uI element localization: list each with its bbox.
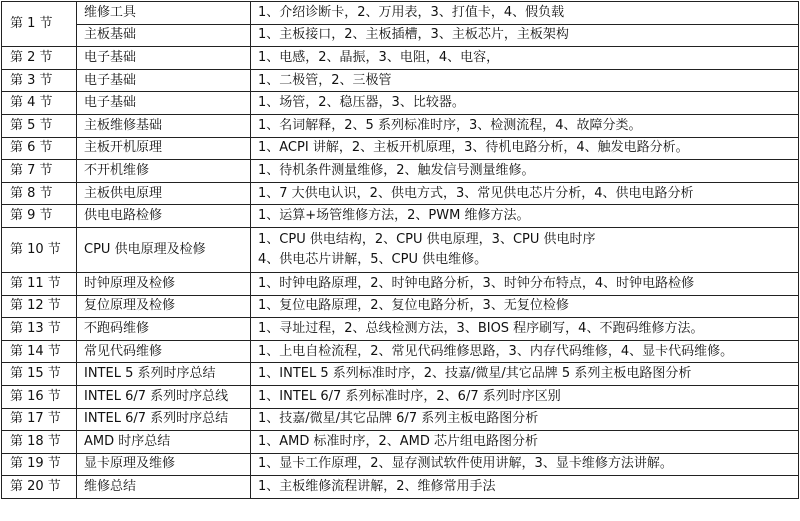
- section-cell: 第 4 节: [2, 92, 77, 115]
- topic-cell: 电子基础: [77, 47, 251, 70]
- content-cell: 1、AMD 标准时序，2、AMD 芯片组电路图分析: [251, 431, 799, 454]
- section-cell: 第 3 节: [2, 69, 77, 92]
- topic-cell: 显卡原理及维修: [77, 453, 251, 476]
- content-cell: 1、主板接口，2、主板插槽，3、主板芯片，主板架构: [251, 24, 799, 47]
- table-row: [2, 453, 799, 476]
- section-cell: 第 5 节: [2, 114, 77, 137]
- section-cell: 第 16 节: [2, 385, 77, 408]
- content-cell: 1、ACPI 讲解，2、主板开机原理，3、待机电路分析，4、触发电路分析。: [251, 137, 799, 160]
- topic-cell: 时钟原理及检修: [77, 272, 251, 295]
- table-row: [2, 385, 799, 408]
- table-row: [2, 340, 799, 363]
- content-cell: 1、寻址过程，2、总线检测方法，3、BIOS 程序刷写，4、不跑码维修方法。: [251, 318, 799, 341]
- section-cell: 第 7 节: [2, 160, 77, 183]
- section-cell: 第 20 节: [2, 476, 77, 499]
- content-cell: 1、INTEL 6/7 系列标准时序，2、6/7 系列时序区别: [251, 385, 799, 408]
- section-cell: 第 15 节: [2, 363, 77, 386]
- topic-cell: 不开机维修: [77, 160, 251, 183]
- table-row: [2, 24, 799, 47]
- topic-cell: 不跑码维修: [77, 318, 251, 341]
- section-cell: 第 13 节: [2, 318, 77, 341]
- content-cell: 1、介绍诊断卡，2、万用表，3、打值卡，4、假负载: [251, 2, 799, 25]
- topic-cell: INTEL 6/7 系列时序总结: [77, 408, 251, 431]
- section-cell: 第 12 节: [2, 295, 77, 318]
- topic-cell: 电子基础: [77, 92, 251, 115]
- section-cell: 第 19 节: [2, 453, 77, 476]
- topic-cell: 主板基础: [77, 24, 251, 47]
- section-cell: 第 6 节: [2, 137, 77, 160]
- content-cell: 1、7 大供电认识，2、供电方式，3、常见供电芯片分析，4、供电电路分析: [251, 182, 799, 205]
- table-row: [2, 2, 799, 25]
- table-row: [2, 92, 799, 115]
- content-cell: 1、主板维修流程讲解，2、维修常用手法: [251, 476, 799, 499]
- content-cell: [251, 227, 799, 272]
- content-cell: 1、名词解释，2、5 系列标准时序，3、检测流程，4、故障分类。: [251, 114, 799, 137]
- section-cell: 第 9 节: [2, 205, 77, 228]
- topic-cell: 主板开机原理: [77, 137, 251, 160]
- topic-cell: AMD 时序总结: [77, 431, 251, 454]
- content-cell: 1、技嘉/微星/其它品牌 6/7 系列主板电路图分析: [251, 408, 799, 431]
- content-line: 4、供电芯片讲解，5、CPU 供电维修。: [258, 251, 488, 267]
- table-row: [2, 272, 799, 295]
- table-row: [2, 137, 799, 160]
- section-cell: 第 8 节: [2, 182, 77, 205]
- table-row: [2, 318, 799, 341]
- section-cell: 第 10 节: [2, 227, 77, 272]
- topic-cell: 主板供电原理: [77, 182, 251, 205]
- content-cell: 1、上电自检流程，2、常见代码维修思路，3、内存代码维修，4、显卡代码维修。: [251, 340, 799, 363]
- section-cell: 第 17 节: [2, 408, 77, 431]
- topic-cell: 常见代码维修: [77, 340, 251, 363]
- table-row: [2, 431, 799, 454]
- table-row: [2, 114, 799, 137]
- table-row: [2, 69, 799, 92]
- topic-cell: 供电电路检修: [77, 205, 251, 228]
- table-row: [2, 408, 799, 431]
- section-cell: 第 2 节: [2, 47, 77, 70]
- topic-cell: 主板维修基础: [77, 114, 251, 137]
- topic-cell: INTEL 5 系列时序总结: [77, 363, 251, 386]
- topic-cell: 维修总结: [77, 476, 251, 499]
- content-cell: 1、显卡工作原理，2、显存测试软件使用讲解，3、显卡维修方法讲解。: [251, 453, 799, 476]
- table-row: [2, 295, 799, 318]
- table-row: [2, 47, 799, 70]
- section-cell: 第 18 节: [2, 431, 77, 454]
- content-cell: 1、INTEL 5 系列标准时序，2、技嘉/微星/其它品牌 5 系列主板电路图分析: [251, 363, 799, 386]
- section-cell: 第 11 节: [2, 272, 77, 295]
- table-row: [2, 182, 799, 205]
- topic-cell: 维修工具: [77, 2, 251, 25]
- content-cell: 1、复位电路原理，2、复位电路分析，3、无复位检修: [251, 295, 799, 318]
- topic-cell: INTEL 6/7 系列时序总线: [77, 385, 251, 408]
- section-cell: 第 1 节: [2, 2, 77, 47]
- table-row: [2, 160, 799, 183]
- content-cell: 1、场管，2、稳压器，3、比较器。: [251, 92, 799, 115]
- table-row: [2, 476, 799, 499]
- content-line: 1、CPU 供电结构，2、CPU 供电原理，3、CPU 供电时序: [258, 231, 596, 247]
- course-schedule-table: [1, 1, 799, 499]
- content-cell: 1、时钟电路原理，2、时钟电路分析，3、时钟分布特点，4、时钟电路检修: [251, 272, 799, 295]
- table-row: [2, 363, 799, 386]
- table-row: [2, 205, 799, 228]
- content-cell: 1、运算+场管维修方法，2、PWM 维修方法。: [251, 205, 799, 228]
- topic-cell: CPU 供电原理及检修: [77, 227, 251, 272]
- topic-cell: 复位原理及检修: [77, 295, 251, 318]
- topic-cell: 电子基础: [77, 69, 251, 92]
- content-cell: 1、待机条件测量维修，2、触发信号测量维修。: [251, 160, 799, 183]
- section-cell: 第 14 节: [2, 340, 77, 363]
- table-row: [2, 227, 799, 272]
- content-cell: 1、二极管，2、三极管: [251, 69, 799, 92]
- content-cell: 1、电感，2、晶振，3、电阻，4、电容，: [251, 47, 799, 70]
